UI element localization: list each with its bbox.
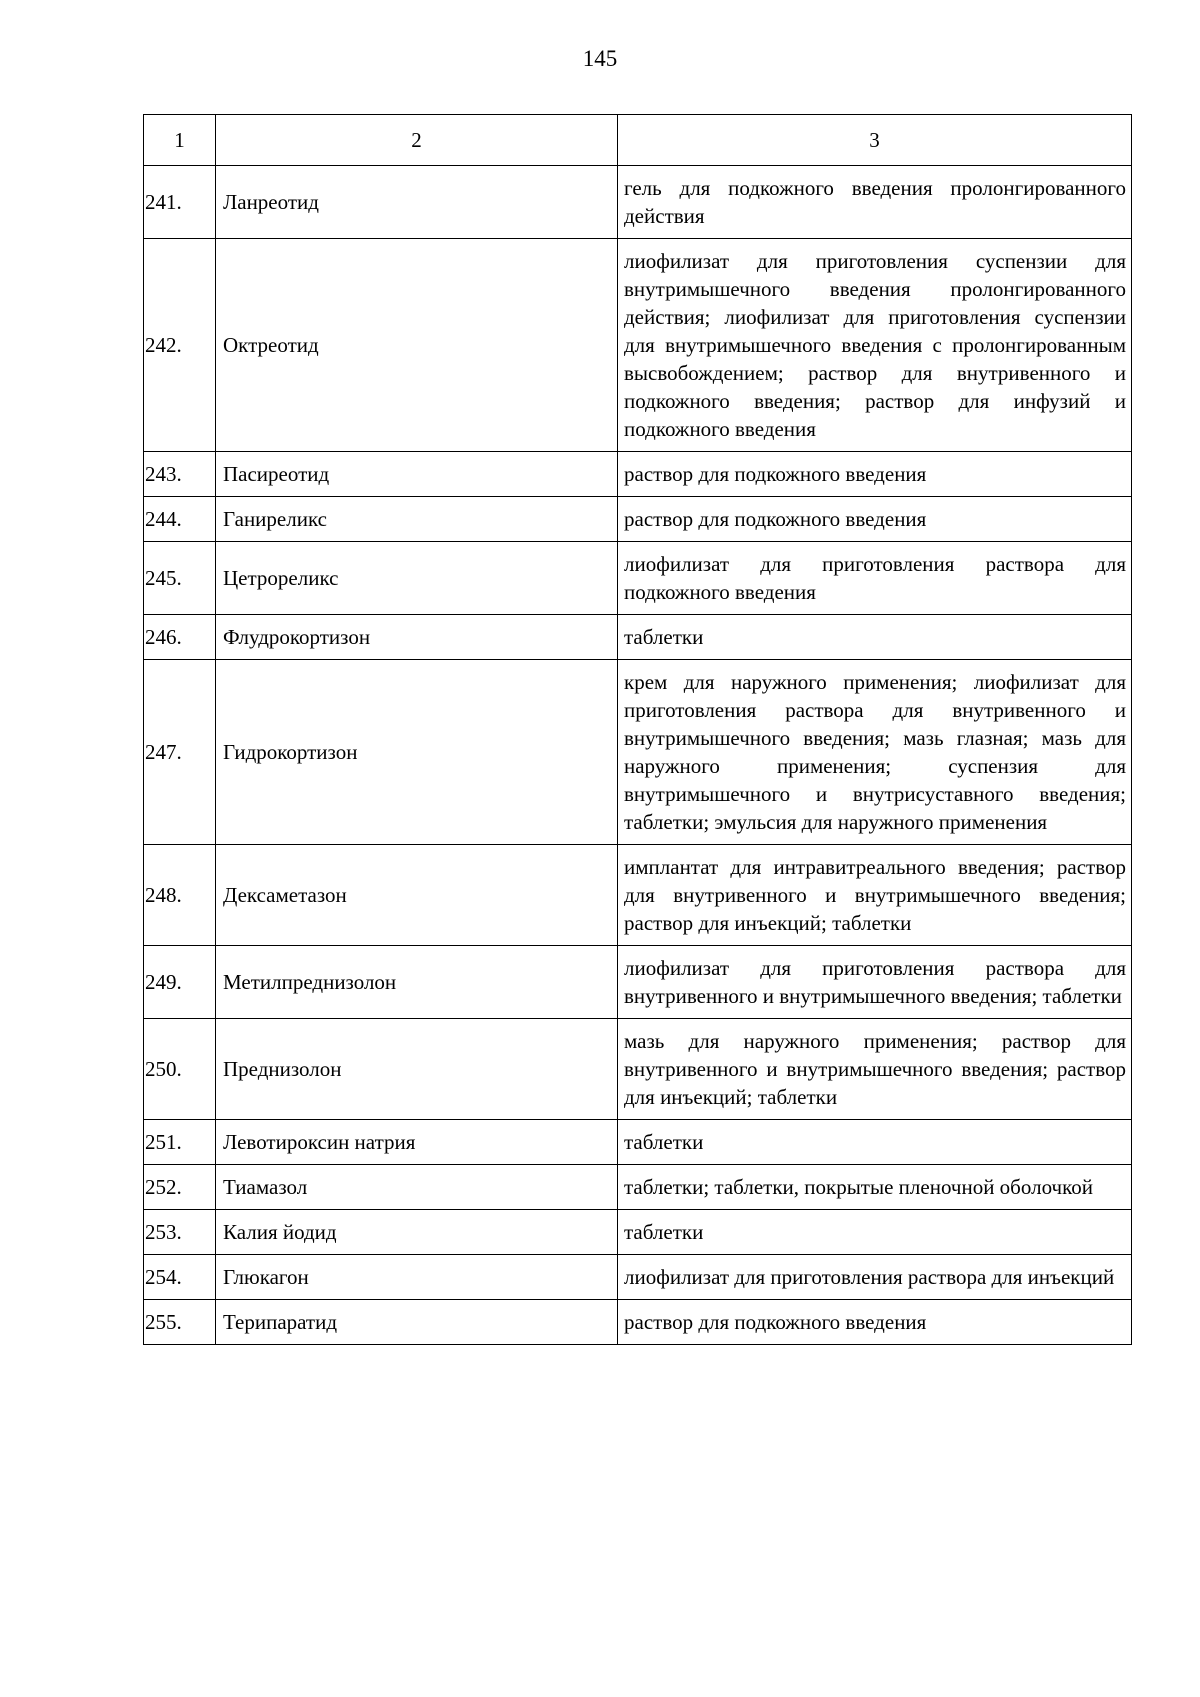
dosage-form: раствор для подкожного введения: [618, 1300, 1132, 1345]
row-number: 241.: [144, 166, 216, 239]
dosage-form: гель для подкожного введения пролонгированного действия: [618, 166, 1132, 239]
drug-name: Пасиреотид: [216, 452, 618, 497]
dosage-form: таблетки: [618, 1210, 1132, 1255]
table-row: [144, 1300, 1132, 1345]
table-row: [144, 452, 1132, 497]
drug-name: Октреотид: [216, 239, 618, 452]
drug-table: [143, 114, 1132, 1345]
table-header-row: [144, 115, 1132, 166]
row-number: 242.: [144, 239, 216, 452]
column-header-1: 1: [144, 115, 216, 166]
row-number: 244.: [144, 497, 216, 542]
dosage-form: лиофилизат для приготовления раствора для внутривенного и внутримышечного введения; таблетки: [618, 946, 1132, 1019]
table-row: [144, 1255, 1132, 1300]
drug-name: Гидрокортизон: [216, 660, 618, 845]
table-row: [144, 1019, 1132, 1120]
row-number: 249.: [144, 946, 216, 1019]
drug-name: Ганиреликс: [216, 497, 618, 542]
drug-name: Дексаметазон: [216, 845, 618, 946]
column-header-3: 3: [618, 115, 1132, 166]
table-row: [144, 239, 1132, 452]
table-row: [144, 845, 1132, 946]
row-number: 243.: [144, 452, 216, 497]
table-row: [144, 1120, 1132, 1165]
dosage-form: раствор для подкожного введения: [618, 497, 1132, 542]
dosage-form: раствор для подкожного введения: [618, 452, 1132, 497]
table-row: [144, 542, 1132, 615]
drug-name: Терипаратид: [216, 1300, 618, 1345]
row-number: 248.: [144, 845, 216, 946]
drug-name: Калия йодид: [216, 1210, 618, 1255]
drug-name: Ланреотид: [216, 166, 618, 239]
row-number: 245.: [144, 542, 216, 615]
table-row: [144, 946, 1132, 1019]
column-header-2: 2: [216, 115, 618, 166]
dosage-form: лиофилизат для приготовления суспензии для внутримышечного введения пролонгированного действия; лиофилизат для приготовления суспензии для внутримышечного введения с пролонгированным высвобождением; раствор для внутривенного и подкожного введения; раствор для инфузий и подкожного введения: [618, 239, 1132, 452]
dosage-form: лиофилизат для приготовления раствора для подкожного введения: [618, 542, 1132, 615]
drug-name: Преднизолон: [216, 1019, 618, 1120]
table-row: [144, 497, 1132, 542]
dosage-form: мазь для наружного применения; раствор для внутривенного и внутримышечного введения; раствор для инъекций; таблетки: [618, 1019, 1132, 1120]
row-number: 252.: [144, 1165, 216, 1210]
page-number: 145: [582, 46, 618, 71]
dosage-form: лиофилизат для приготовления раствора для инъекций: [618, 1255, 1132, 1300]
drug-name: Флудрокортизон: [216, 615, 618, 660]
row-number: 246.: [144, 615, 216, 660]
table-row: [144, 615, 1132, 660]
row-number: 250.: [144, 1019, 216, 1120]
row-number: 254.: [144, 1255, 216, 1300]
drug-name: Метилпреднизолон: [216, 946, 618, 1019]
dosage-form: таблетки: [618, 1120, 1132, 1165]
row-number: 247.: [144, 660, 216, 845]
drug-name: Левотироксин натрия: [216, 1120, 618, 1165]
table-row: [144, 1165, 1132, 1210]
row-number: 251.: [144, 1120, 216, 1165]
row-number: 253.: [144, 1210, 216, 1255]
dosage-form: таблетки: [618, 615, 1132, 660]
table-row: [144, 166, 1132, 239]
table-row: [144, 660, 1132, 845]
dosage-form: таблетки; таблетки, покрытые пленочной оболочкой: [618, 1165, 1132, 1210]
drug-name: Глюкагон: [216, 1255, 618, 1300]
dosage-form: крем для наружного применения; лиофилизат для приготовления раствора для внутривенного и внутримышечного введения; мазь глазная; мазь для наружного применения; суспензия для внутримышечного и внутрисуставного введения; таблетки; эмульсия для наружного применения: [618, 660, 1132, 845]
table-row: [144, 1210, 1132, 1255]
row-number: 255.: [144, 1300, 216, 1345]
drug-name: Цетрореликс: [216, 542, 618, 615]
dosage-form: имплантат для интравитреального введения; раствор для внутривенного и внутримышечного введения; раствор для инъекций; таблетки: [618, 845, 1132, 946]
drug-name: Тиамазол: [216, 1165, 618, 1210]
